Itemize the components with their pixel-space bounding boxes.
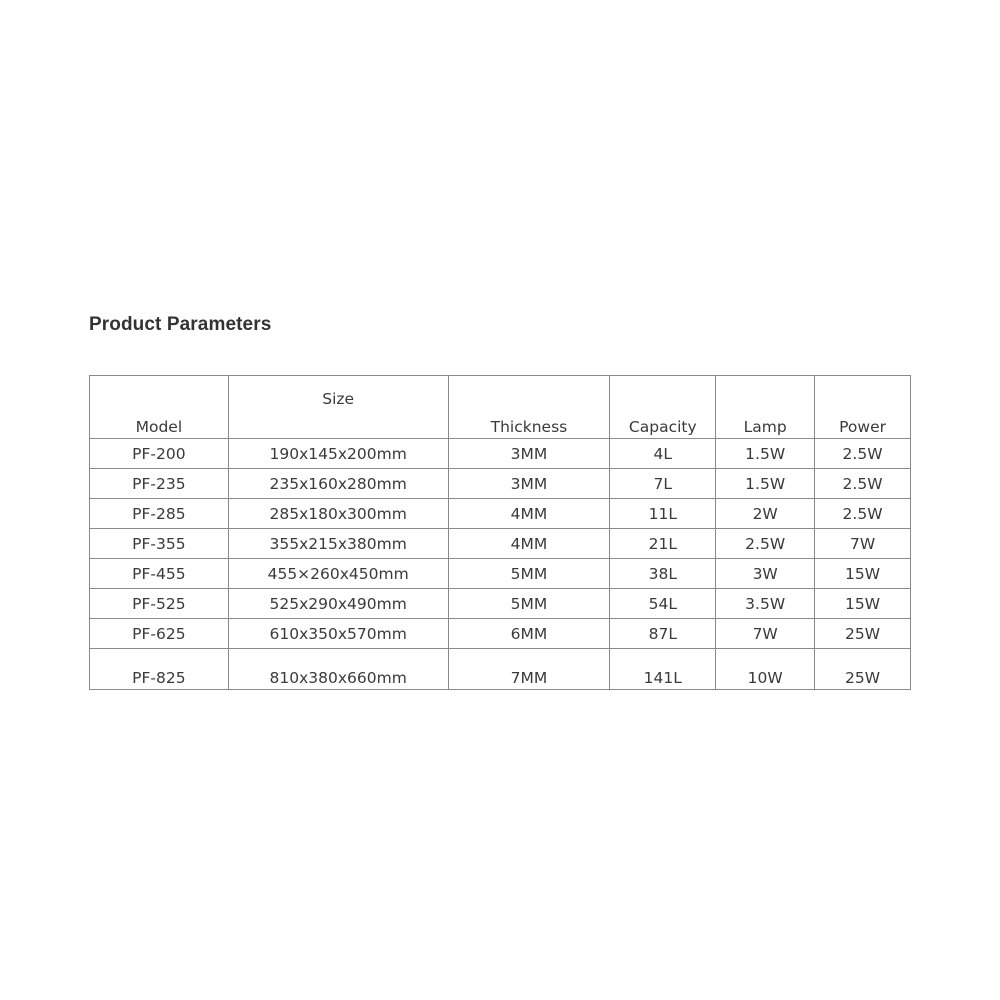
table-row <box>90 649 911 690</box>
cell-model: PF-355 <box>90 529 229 559</box>
cell-power: 2.5W <box>815 499 911 529</box>
cell-size: 355x215x380mm <box>228 529 448 559</box>
cell-model: PF-285 <box>90 499 229 529</box>
cell-size: 190x145x200mm <box>228 439 448 469</box>
cell-lamp: 1.5W <box>716 439 815 469</box>
cell-thickness: 3MM <box>448 439 610 469</box>
cell-thickness: 3MM <box>448 469 610 499</box>
column-header-lamp: Lamp <box>716 376 815 439</box>
cell-lamp: 1.5W <box>716 469 815 499</box>
product-parameters-table <box>89 375 911 690</box>
table-row <box>90 469 911 499</box>
table-row <box>90 559 911 589</box>
cell-capacity: 21L <box>610 529 716 559</box>
cell-lamp: 2.5W <box>716 529 815 559</box>
cell-lamp: 2W <box>716 499 815 529</box>
table-row <box>90 589 911 619</box>
table-header-row <box>90 376 911 439</box>
column-header-size: Size <box>228 376 448 439</box>
cell-power: 7W <box>815 529 911 559</box>
cell-power: 2.5W <box>815 439 911 469</box>
cell-model: PF-200 <box>90 439 229 469</box>
column-header-power: Power <box>815 376 911 439</box>
cell-capacity: 141L <box>610 649 716 690</box>
cell-model: PF-625 <box>90 619 229 649</box>
cell-power: 15W <box>815 559 911 589</box>
cell-capacity: 4L <box>610 439 716 469</box>
cell-size: 455×260x450mm <box>228 559 448 589</box>
cell-size: 285x180x300mm <box>228 499 448 529</box>
cell-lamp: 3W <box>716 559 815 589</box>
cell-capacity: 87L <box>610 619 716 649</box>
table-row <box>90 439 911 469</box>
cell-size: 810x380x660mm <box>228 649 448 690</box>
cell-thickness: 4MM <box>448 529 610 559</box>
cell-power: 25W <box>815 649 911 690</box>
cell-capacity: 54L <box>610 589 716 619</box>
column-header-thickness: Thickness <box>448 376 610 439</box>
table-row <box>90 529 911 559</box>
cell-model: PF-235 <box>90 469 229 499</box>
cell-capacity: 11L <box>610 499 716 529</box>
cell-lamp: 7W <box>716 619 815 649</box>
cell-size: 235x160x280mm <box>228 469 448 499</box>
column-header-capacity: Capacity <box>610 376 716 439</box>
cell-lamp: 10W <box>716 649 815 690</box>
column-header-model: Model <box>90 376 229 439</box>
page-title: Product Parameters <box>89 314 272 335</box>
cell-lamp: 3.5W <box>716 589 815 619</box>
table-row <box>90 619 911 649</box>
cell-power: 2.5W <box>815 469 911 499</box>
cell-thickness: 5MM <box>448 559 610 589</box>
cell-thickness: 5MM <box>448 589 610 619</box>
cell-power: 15W <box>815 589 911 619</box>
cell-thickness: 7MM <box>448 649 610 690</box>
cell-power: 25W <box>815 619 911 649</box>
cell-model: PF-825 <box>90 649 229 690</box>
cell-capacity: 7L <box>610 469 716 499</box>
table-row <box>90 499 911 529</box>
cell-model: PF-455 <box>90 559 229 589</box>
cell-thickness: 6MM <box>448 619 610 649</box>
cell-size: 610x350x570mm <box>228 619 448 649</box>
cell-size: 525x290x490mm <box>228 589 448 619</box>
cell-capacity: 38L <box>610 559 716 589</box>
cell-thickness: 4MM <box>448 499 610 529</box>
cell-model: PF-525 <box>90 589 229 619</box>
